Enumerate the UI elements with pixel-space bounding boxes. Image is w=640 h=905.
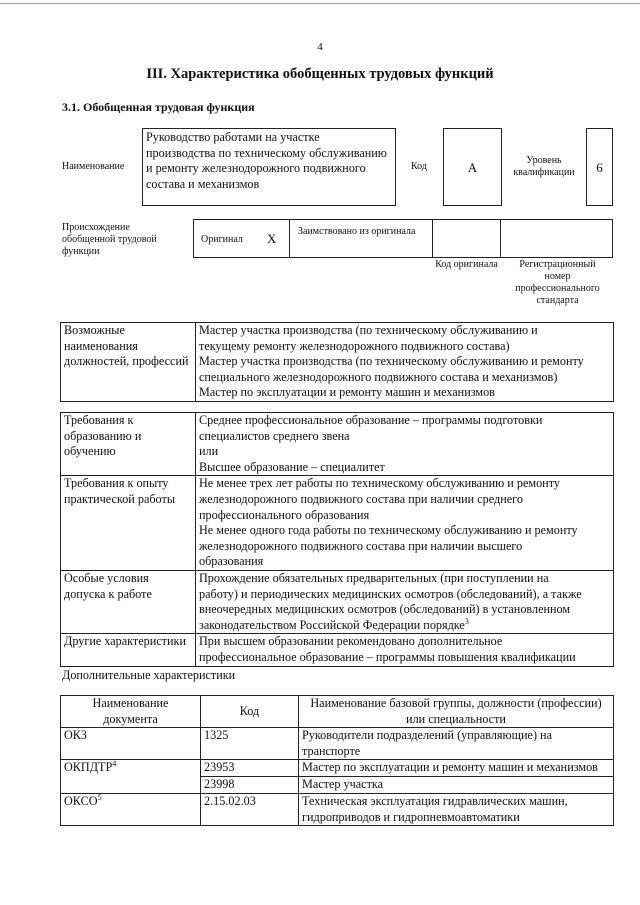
text-line: Среднее профессиональное образование – программы подготовки bbox=[199, 413, 543, 427]
text-line: Не менее трех лет работы по техническому обслуживанию и ремонту bbox=[199, 476, 560, 491]
experience-value bbox=[196, 476, 614, 571]
text-line: специалистов среднего звена bbox=[199, 428, 350, 443]
origin-label: Происхождение обобщенной трудовой функции bbox=[62, 222, 157, 257]
reg-number-cell bbox=[500, 219, 613, 258]
text-line: железнодорожного подвижного состава при наличии высшего bbox=[199, 538, 523, 553]
row-name: Руководители подразделений (управляющие) на транспорте bbox=[299, 728, 614, 760]
original-label: Оригинал bbox=[201, 234, 243, 245]
row-doc bbox=[61, 760, 201, 794]
subsection-title: 3.1. Обобщенная трудовая функция bbox=[62, 100, 255, 114]
text-line: законодательством Российской Федерации порядке bbox=[199, 617, 465, 632]
footnote-marker: 4 bbox=[112, 759, 117, 769]
text-line bbox=[199, 618, 610, 634]
reg-number-caption: Регистрационный номер профессионального стандарта bbox=[515, 259, 600, 306]
top-border-line bbox=[0, 3, 640, 4]
text-line: Прохождение обязательных предварительных (при поступлении на bbox=[199, 570, 549, 585]
text-line: железнодорожного подвижного состава при наличии среднего bbox=[199, 491, 523, 506]
footnote-marker: 5 bbox=[97, 792, 102, 802]
positions-value bbox=[196, 323, 614, 402]
education-value bbox=[196, 413, 614, 476]
text-line: Не менее одного года работы по техническому обслуживанию и ремонту bbox=[199, 523, 578, 538]
row-name: Мастер по эксплуатации и ремонту машин и механизмов bbox=[299, 760, 614, 777]
page-number: 4 bbox=[317, 41, 323, 53]
borrowed-cell bbox=[289, 219, 433, 258]
table-row bbox=[61, 570, 614, 633]
text-line: работу) и периодических медицинских осмотров (обследований), а также bbox=[199, 586, 582, 601]
table-row bbox=[61, 793, 614, 825]
level-value: 6 bbox=[596, 160, 603, 175]
text-line: или bbox=[199, 444, 219, 459]
table-row bbox=[61, 476, 614, 571]
code-original-cell bbox=[432, 219, 501, 258]
code-original-caption: Код оригинала bbox=[435, 259, 498, 270]
other-value bbox=[196, 634, 614, 666]
admission-label: Особые условия допуска к работе bbox=[61, 570, 196, 633]
experience-label: Требования к опыту практической работы bbox=[61, 476, 196, 571]
footnote-marker: 3 bbox=[464, 616, 469, 626]
text-line: текущему ремонту железнодорожного подвижного состава) bbox=[199, 338, 510, 353]
code-label: Код bbox=[411, 161, 427, 172]
text-line: профессиональное образование – программы повышения квалификации bbox=[199, 649, 576, 664]
doc-name: ОКПДТР bbox=[64, 760, 113, 775]
text-line: профессионального образования bbox=[199, 507, 370, 522]
text-line: Высшее образование – специалитет bbox=[199, 459, 385, 474]
row-name: Мастер участка bbox=[299, 776, 614, 793]
original-cell bbox=[193, 219, 290, 258]
name-value: Руководство работами на участке производства по техническому обслуживанию и ремонту железнодорожного подвижного состава и механизмов bbox=[146, 130, 387, 191]
original-mark: X bbox=[267, 231, 277, 246]
name-label: Наименование bbox=[62, 161, 125, 172]
table-row bbox=[61, 634, 614, 666]
code-value-box bbox=[443, 128, 502, 206]
admission-value bbox=[196, 570, 614, 633]
text-line: внеочередных медицинских осмотров (обследований) в установленном bbox=[199, 602, 571, 617]
text-line: При высшем образовании рекомендовано дополнительное bbox=[199, 634, 503, 649]
row-doc bbox=[61, 728, 201, 760]
additional-table bbox=[60, 695, 614, 826]
text-line: Мастер участка производства (по техническому обслуживанию и ремонту bbox=[199, 354, 584, 369]
text-line: Мастер участка производства (по техническому обслуживанию и bbox=[199, 323, 538, 337]
education-label: Требования к образованию и обучению bbox=[61, 413, 196, 476]
text-line: специального железнодорожного подвижного состава и механизмов) bbox=[199, 369, 558, 384]
additional-title: Дополнительные характеристики bbox=[62, 668, 236, 682]
section-title: III. Характеристика обобщенных трудовых функций bbox=[146, 66, 494, 82]
level-label: Уровень квалификации bbox=[513, 155, 575, 178]
doc-name: ОКЗ bbox=[64, 728, 88, 743]
doc-name: ОКСО bbox=[64, 793, 98, 808]
row-name: Техническая эксплуатация гидравлических машин, гидроприводов и гидропневмоавтоматики bbox=[299, 793, 614, 825]
table-row bbox=[61, 323, 614, 402]
table-row bbox=[61, 760, 614, 777]
code-value: А bbox=[467, 160, 478, 175]
text-line: образования bbox=[199, 554, 264, 569]
row-code: 1325 bbox=[201, 728, 299, 760]
table-row bbox=[61, 413, 614, 476]
borrowed-label: Заимствовано из оригинала bbox=[298, 226, 416, 237]
level-value-box bbox=[586, 128, 613, 206]
row-code: 23998 bbox=[201, 776, 299, 793]
row-code: 2.15.02.03 bbox=[201, 793, 299, 825]
name-value-box bbox=[142, 128, 396, 206]
row-doc bbox=[61, 793, 201, 825]
table-row bbox=[61, 728, 614, 760]
row-code: 23953 bbox=[201, 760, 299, 777]
other-label: Другие характеристики bbox=[61, 634, 196, 666]
positions-table bbox=[60, 322, 614, 402]
text-line: Мастер по эксплуатации и ремонту машин и механизмов bbox=[199, 385, 495, 400]
header-name: Наименование базовой группы, должности (профессии) или специальности bbox=[299, 696, 614, 728]
positions-label: Возможные наименования должностей, профессий bbox=[61, 323, 196, 402]
requirements-table bbox=[60, 412, 614, 667]
header-code: Код bbox=[201, 696, 299, 728]
header-document: Наименование документа bbox=[61, 696, 201, 728]
table-header-row bbox=[61, 696, 614, 728]
